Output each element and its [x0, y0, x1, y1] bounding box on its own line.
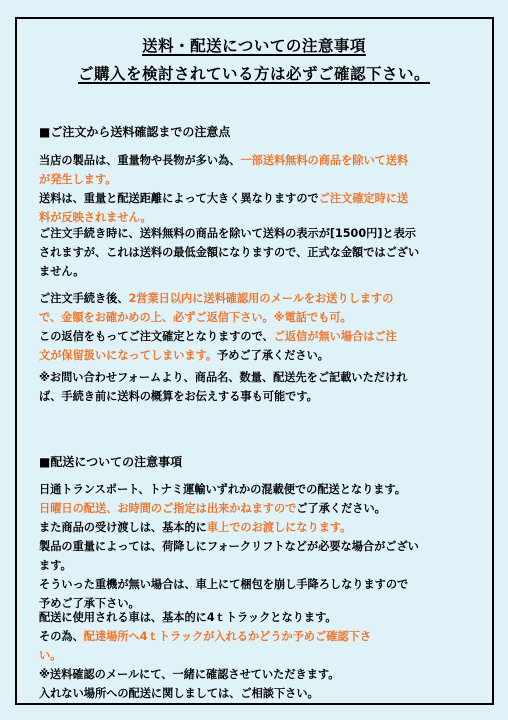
text-line: ※お問い合わせフォームより、商品名、数量、配送先をご記載いただけれ [39, 371, 408, 384]
text-line [39, 151, 475, 170]
paragraph-shipping-cost-intro [39, 151, 475, 227]
title-line-2: ご購入を検討されている方は必ずご確認下さい。 [77, 65, 430, 83]
notice-subtitle [0, 63, 508, 85]
text-line [39, 189, 475, 208]
text-span: 送料は、重量と配送距離によって大きく異なりますので [39, 192, 319, 205]
text-line: い。 [39, 649, 62, 662]
text-line: が発生します。 [39, 173, 117, 186]
text-line: ます。 [39, 559, 72, 572]
text-span: また商品の受け渡しは、基本的に [39, 521, 207, 534]
text-span: 予めご了承ください。 [217, 349, 329, 362]
text-line [39, 499, 475, 518]
highlight-span: 文が保留扱いになってしまいます。 [39, 349, 218, 362]
highlight-span: ご注文確定時に送 [318, 192, 409, 205]
text-line: ※送料確認のメールにて、一緒に確認させていただきます。 [39, 668, 340, 681]
highlight-span: 2営業日以内に送料確認用のメールをお送りしますの [128, 292, 394, 305]
text-span: ご了承ください。 [296, 502, 386, 515]
text-line: 配送に使用される車は、基本的に4ｔトラックとなります。 [39, 611, 337, 624]
highlight-span: 車上でのお渡しになります。 [206, 521, 352, 534]
text-line: 予めご了承下さい。 [39, 597, 140, 610]
section-heading-delivery: ■配送についての注意事項 [39, 455, 183, 469]
paragraph-delivery-truck [39, 608, 475, 703]
text-line: ご注文手続き時に、送料無料の商品を除いて送料の表示が[1500円]と表示 [39, 227, 416, 240]
highlight-span: 日曜日の配送、お時間のご指定は出来かねますので [39, 502, 297, 515]
text-line: 日通トランスポート、トナミ運輸いずれかの混載便での配送となります。 [39, 483, 406, 496]
text-line [39, 327, 475, 346]
text-line: で、金額をお確かめの上、必ずご返信下さい。※電話でも可。 [39, 311, 352, 324]
paragraph-delivery-carriers [39, 480, 475, 613]
text-line [39, 289, 475, 308]
paragraph-minimum-fee [39, 224, 475, 281]
text-line: ません。 [39, 265, 85, 278]
text-line [39, 627, 475, 646]
highlight-span: ご返信が無い場合はご注 [273, 330, 397, 343]
text-line: 入れない場所への配送に関しましては、ご相談下さい。 [39, 687, 319, 700]
text-span: その為、 [39, 630, 84, 643]
section-heading-shipping-cost: ■ご注文から送料確認までの注意点 [39, 125, 231, 139]
text-line: 製品の重量によっては、荷降しにフォークリフトなどが必要な場合がござい [39, 540, 419, 553]
text-line [39, 518, 475, 537]
paragraph-confirmation-email [39, 289, 475, 365]
text-span: 当店の製品は、重量物や長物が多い為、 [39, 154, 241, 167]
notice-title [0, 35, 508, 57]
text-line: ば、手続き前に送料の概算をお伝えする事も可能です。 [39, 390, 318, 403]
text-line [39, 346, 475, 365]
title-line-1: 送料・配送についての注意事項 [142, 37, 366, 55]
highlight-span: 一部送料無料の商品を除いて送料 [240, 154, 409, 167]
paragraph-inquiry-form [39, 368, 475, 406]
text-line: そういった重機が無い場合は、車上にて梱包を崩し手降ろしなりますので [39, 578, 409, 591]
highlight-span: 配達場所へ4ｔトラックが入れるかどうか予めご確認下さ [83, 630, 372, 643]
text-line: 料が反映されません。 [39, 211, 152, 224]
text-span: ご注文手続き後、 [39, 292, 129, 305]
text-span: この返信をもってご注文確定となりますので、 [39, 330, 274, 343]
text-line: されますが、これは送料の最低金額になりますので、正式な金額ではござい [39, 246, 420, 259]
